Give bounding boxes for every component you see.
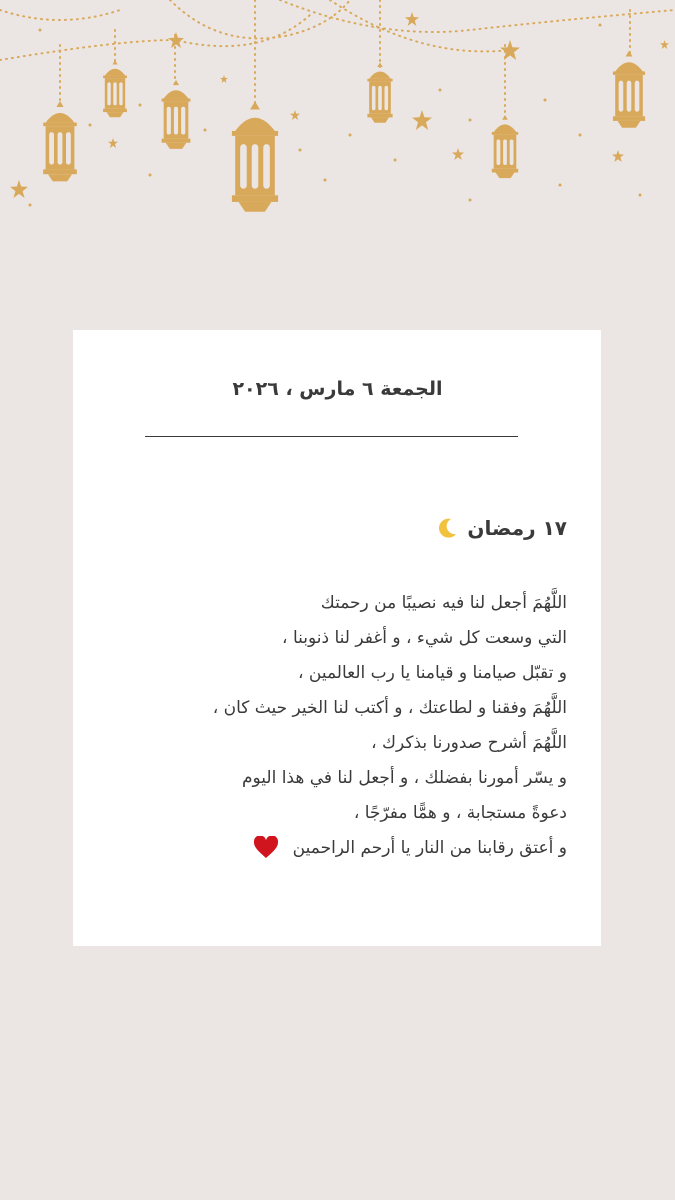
dua-line: التي وسعت كل شيء ، و أغفر لنا ذنوبنا ، <box>282 628 567 648</box>
ramadan-lanterns-decoration <box>0 0 675 230</box>
red-heart-icon <box>253 836 279 860</box>
ramadan-day-heading <box>435 516 567 540</box>
dua-line: و تقبّل صيامنا و قيامنا يا رب العالمين ، <box>298 663 567 683</box>
dua-text <box>127 586 567 866</box>
dua-line: اللَّهُمَ أشرح صدورنا بذكرك ، <box>371 733 567 753</box>
ramadan-day-label: ١٧ رمضان <box>467 516 567 540</box>
dua-line: دعوةً مستجابة ، و همًّا مفرّجًا ، <box>353 803 567 823</box>
dua-line: و يسّر أمورنا بفضلك ، و أجعل لنا في هذا اليوم <box>241 768 567 788</box>
dua-line: اللَّهُمَ أجعل لنا فيه نصيبًا من رحمتك <box>320 593 567 613</box>
post-date: الجمعة ٦ مارس ، ٢٠٢٦ <box>232 378 443 400</box>
divider-line <box>145 436 518 437</box>
dua-line: اللَّهُمَ وفقنا و لطاعتك ، و أكتب لنا الخير حيث كان ، <box>212 698 567 718</box>
dua-line-last <box>127 831 567 866</box>
crescent-moon-icon <box>435 516 459 540</box>
dua-line-text: و أعتق رقابنا من النار يا أرحم الراحمين <box>292 838 567 858</box>
